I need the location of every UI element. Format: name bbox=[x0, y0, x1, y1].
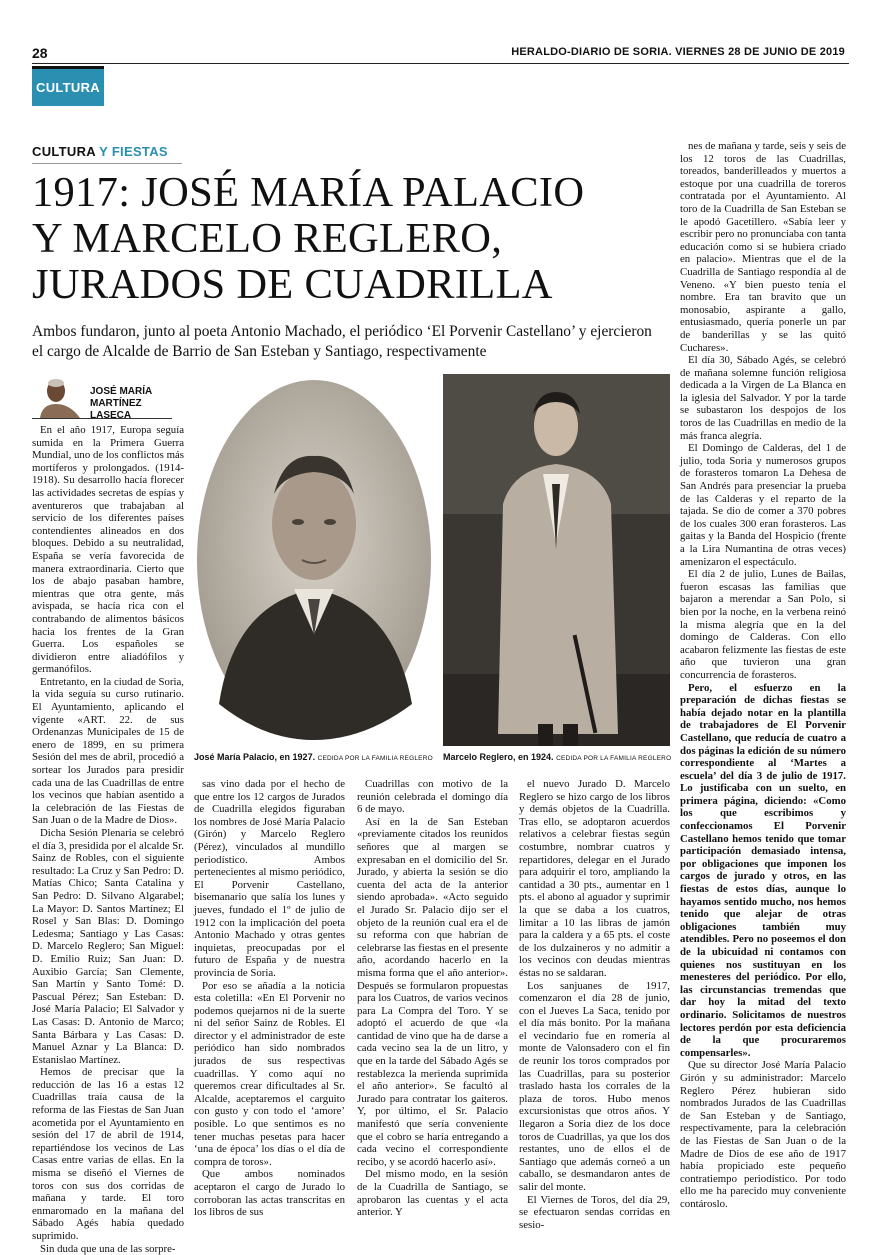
author-name bbox=[90, 386, 180, 422]
caption-credit: CEDIDA POR LA FAMILIA REGLERO bbox=[317, 755, 433, 762]
paragraph: Sin duda que una de las sorpre- bbox=[40, 1242, 176, 1255]
paragraph: En el año 1917, Europa seguía sumida en la Primera Guerra Mundial, uno de los conflictos más mortíferos y prolongados. (1914-1918). Su desarrollo hacía florecer las actividades secretas de espías y aventureros que trabajaban al servicio de los diferentes países contendientes alineados en dos bloques. Debido a su neutralidad, España se vería favorecida de manera extraordinaria. Cierto que los de abajo pasaban hambre, mientras que otra gente, más avispada, se hacía rica con el contrabando de alimentos básicos hacia los frentes de la Gran Guerra. Los españoles se dividieron entre aliadófilos y germanófilos. bbox=[32, 424, 184, 676]
article-column-4 bbox=[519, 778, 670, 1231]
paragraph: Cuadrillas con motivo de la reunión celebrada el domingo día 6 de mayo. bbox=[357, 778, 508, 816]
headline-line1: 1917: JOSÉ MARÍA PALACIO bbox=[32, 169, 585, 216]
paragraph: El Domingo de Calderas, del 1 de julio, toda Soria y numerosos grupos de forasteros tomaron La Dehesa de San Andrés para presenciar la prueba de las Calderas y el reparto de la tajada. Se dio de comer a 370 pobres de los cuales 300 eran forasteros. Las gaitas y la Banda del Hospicio (frente a la Lira Numantina de otras veces) amenizaron el espectáculo. bbox=[680, 442, 846, 568]
author-name-line1: JOSÉ MARÍA bbox=[90, 386, 153, 397]
paragraph: Que ambos nominados aceptaron el cargo de Jurado lo corroboran las actas transcritas en los libros de sus bbox=[194, 1168, 345, 1219]
article-column-3 bbox=[357, 778, 508, 1219]
paragraph: El Viernes de Toros, del día 29, se efectuaron sendas corridas en sesio- bbox=[519, 1193, 670, 1231]
paragraph: El día 30, Sábado Agés, se celebró de mañana solemne función religiosa dedicada a la Virgen de La Blanca en la iglesia del Salvador. Y por la tarde se subastaron los despojos de los toros de las Cuadrillas en medio de la más franca alegría. bbox=[680, 354, 846, 442]
paragraph: Por eso se añadía a la noticia esta coletilla: «En El Porvenir no podemos quejarnos ni de la suerte ni del señor Sainz de Robles. El director y el administrador de este periódico han sido nombrados jurados de sus respectivas cuadrillas. Y como aquí no queremos crear dificultades al Sr. Alcalde, aceptaremos el carguito con gusto y con todo el ‘amore’ posible. Lo que sentimos es no tener muchas pesetas para hacer ‘una de época’ los días o el día de compra de toros». bbox=[194, 979, 345, 1168]
paragraph: el nuevo Jurado D. Marcelo Reglero se hizo cargo de los libros y demás objetos de la Cuadrilla. Tras ello, se adoptaron acuerdos relativos a celebrar fiestas según costumbre, nombrar cuatros y repartidores, delegar en el Jurado para adquirir el toro, ampliando la cantidad a 30 pts., aumentar en 1 pts. el abono al aguador y suprimir la que se daba a los cuatros, limitar a 10 las libras de jamón para la caldera y a 65 pts. el coste de los dulzaineros y no admitir a los vecinos con deudas mientras éstas no se saldaran. bbox=[519, 778, 670, 979]
kicker-part2: Y FIESTAS bbox=[99, 144, 168, 159]
paragraph: Los sanjuanes de 1917, comenzaron el día 28 de junio, con el Jueves La Saca, tenido por el día más bonito. Por la mañana el vecindario fue en romería al monte de Valonsadero con el fin de reunir los toros comprados por las Cuadrillas, para su posterior traslado hasta los corrales de la plaza de toros. Hubo menos excursionistas que otros años. Y llegaron a Soria diez de los doce toros de Cuadrillas, ya que los dos restantes, uno de ellos el de Santiago que además corneó a un caballo, se desmandaron antes de salir del monte. bbox=[519, 979, 670, 1193]
photo-caption-reglero bbox=[443, 752, 671, 762]
section-tab: CULTURA bbox=[32, 66, 104, 106]
kicker-rule bbox=[32, 163, 182, 164]
subtitle: Ambos fundaron, junto al poeta Antonio Machado, el periódico ‘El Porvenir Castellano’ y ejercieron el cargo de Alcalde de Barrio de San Esteban y Santiago, respectivamente bbox=[32, 323, 652, 360]
header-rule bbox=[32, 63, 849, 64]
author-avatar bbox=[32, 374, 84, 418]
author-rule bbox=[32, 418, 172, 419]
caption-text: José María Palacio, en 1927. bbox=[194, 752, 316, 762]
page-number: 28 bbox=[32, 45, 48, 61]
caption-credit: CEDIDA POR LA FAMILIA REGLERO bbox=[556, 755, 672, 762]
caption-text: Marcelo Reglero, en 1924. bbox=[443, 752, 554, 762]
headline-line2: Y MARCELO REGLERO, bbox=[32, 215, 503, 262]
author-byline bbox=[32, 374, 172, 421]
paragraph: nes de mañana y tarde, seis y seis de los 12 toros de las Cuadrillas, toreados, banderilleados y muertos a estoque por una cuadrilla de toreros contratada por el Ayuntamiento. Al toro de la Cuadrilla de San Esteban se le apodó Gacetillero. «Sabía leer y escribir pero no pronunciaba con tanta educación como si se hubiera criado en palacio». Mientras que el de la Cuadrilla de Santiago respondía al de Veneno. «Y bien puesto tenía el nombre. Era tan bravito que un monosabio, aspirante a gallo, entusiasmado, quería ponerle un par de banderillas y se las quitó Cuchares». bbox=[680, 140, 846, 354]
paragraph: Pero, el esfuerzo en la preparación de dichas fiestas se había dejado notar en la plantilla de trabajadores de El Porvenir Castellano, que reducía de cuatro a dos páginas la edición de su número correspondiente al ‘Martes a escuela’ del día 3 de julio de 1917. Lo justificaba con un suelto, en primera página, diciendo: «Como los que escribimos y confeccionamos El Porvenir Castellano hemos tenido que tomar participación demasiado intensa, por obligaciones que imponen los cargos de jurado y otros, en las fiestas de estos días, aunque lo hayamos sentido mucho, nos hemos tenido que alejar de otras obligaciones también muy atendibles. Pero no poseemos el don de la ubicuidad ni contamos con quienes nos sustituyan en los menesteres del periódico. Por ello, las circunstancias tremendas que dar hoy la mitad del texto ordinario. Solicitamos de nuestros lectores perdón por esta deficiencia de la que procuraremos compensarles». bbox=[680, 681, 846, 1059]
paragraph: sas vino dada por el hecho de que entre los 12 cargos de Jurados de Cuadrilla elegidos figuraban los nombres de José María Palacio (Girón) y Marcelo Reglero (Pérez), vinculados al mundillo periodístico. Ambos pertenecientes al mismo periódico, El Porvenir Castellano, bisemanario que salía los lunes y jueves, fundado el 1º de julio de 1912 con la implicación del poeta Antonio Machado y otras gentes inquietas, preocupadas por el futuro de España y de nuestra provincia de Soria. bbox=[194, 778, 345, 979]
paragraph: Del mismo modo, en la sesión de la Cuadrilla de Santiago, se aprobaron las cuentas y el acta anterior. Y bbox=[357, 1168, 508, 1219]
article-column-5 bbox=[680, 140, 846, 1210]
paragraph: Así en la de San Esteban «previamente citados los reunidos señores que al margen se expresaban en el domicilio del Sr. Jurado, y abierta la sesión se dio cuenta del acta de la anterior siendo aprobada». «Acto seguido el Jurado Sr. Palacio dijo ser el objeto de la reunión cual era el de su reforma con que habrían de celebrarse las fiestas en el presente año, acordando hacerlo en la misma forma que el año anterior». Después se formularon propuestas para los Cuatros, de varios vecinos para La Compra del Toro. Y se adoptó el acuerdo de que «la cantidad de vino que ha de darse a cada vecino sea la de un litro, y que en la tarde del Sábado Agés se restablezca la merienda suprimida el año anterior». Se facultó al Jurado para contratar los gaiteros. Y, por último, el Sr. Palacio manifestó que sería conveniente que el cobro se haría entregando a cada vecino el correspondiente recibo, y se acordó hacerlo así». bbox=[357, 815, 508, 1168]
photo-jose-maria-palacio bbox=[194, 374, 435, 746]
kicker-part1: CULTURA bbox=[32, 144, 96, 159]
paragraph: Entretanto, en la ciudad de Soria, la vida seguía su curso rutinario. El Ayuntamiento, aplicando el vigente «ART. 22. de sus Ordenanzas Municipales de 15 de enero de 1899, en su primera Sesión del mes de abril, procedió a sortear los Jurados para presidir cada una de las Cuadrillas de entre los vecinos que habían asentido a la celebración de las Fiestas de San Juan o de la Madre de Dios». bbox=[32, 675, 184, 827]
headline-line3: JURADOS DE CUADRILLA bbox=[32, 261, 553, 308]
publication-line: HERALDO-DIARIO DE SORIA. VIERNES 28 DE JUNIO DE 2019 bbox=[511, 46, 845, 58]
article-column-1 bbox=[32, 424, 185, 1255]
kicker bbox=[32, 144, 168, 159]
photo-marcelo-reglero bbox=[443, 374, 670, 746]
paragraph: Dicha Sesión Plenaria se celebró el día 3, presidida por el alcalde Sr. Sainz de Robles, con el siguiente resultado: La Cruz y San Pedro: D. Matías Chico; Santa Catalina y San Pedro: D. Silvano Algarabel; La Mayor: D. Santos Martínez; El Rosel y San Blas: D. Domingo Ledesma; Santiago y Las Casas: D. Marcelo Reglero; San Miguel: D. Emilio Ruiz; San Juan: D. Auxibio García; San Clemente, San Martín y Santo Tomé: D. Pascual Pérez; San Esteban: D. José María Palacio; El Salvador y Las Casas: D. Antonio de Marco; Santa Bárbara y Las Casas: D. Manuel Aznar y La Blanca: D. Estanislao Martínez. bbox=[32, 827, 185, 1066]
headline bbox=[32, 170, 652, 308]
photo-caption-palacio bbox=[194, 752, 433, 762]
author-name-line2: MARTÍNEZ LASECA bbox=[90, 398, 142, 421]
paragraph: Que su director José María Palacio Girón y su administrador: Marcelo Reglero Pérez hubieran sido nombrados Jurados de las Cuadrillas de San Esteban y de Santiago, respectivamente, para la celebración de las Fiestas de San Juan o de la Madre de Dios de ese año de 1917 había propiciado este pequeño contratiempo periodístico. Por todo ello me ha parecido muy conveniente contároslo. bbox=[680, 1059, 846, 1210]
paragraph: El día 2 de julio, Lunes de Bailas, fueron escasas las familias que bajaron a merendar a San Polo, si bien por la noche, en la verbena reinó la misma alegría que en la del domingo de Calderas. Con ello acabaron felizmente las fiestas de este año que tuvieron una gran concurrencia de forasteros. bbox=[680, 568, 846, 681]
article-column-2 bbox=[194, 778, 345, 1219]
paragraph: Hemos de precisar que la reducción de las 16 a estas 12 Cuadrillas traía causa de la reforma de las Fiestas de San Juan acometida por el Ayuntamiento en sesión del 17 de abril de 1914, repartiéndose los vecinos de Las Casas entre varias de ellas. En la misma se diseñó el Viernes de toros con sus dos corridas de mañana y tarde. El toro enmaromado en la mañana del Sábado Agés había quedado suprimido. bbox=[32, 1066, 184, 1242]
